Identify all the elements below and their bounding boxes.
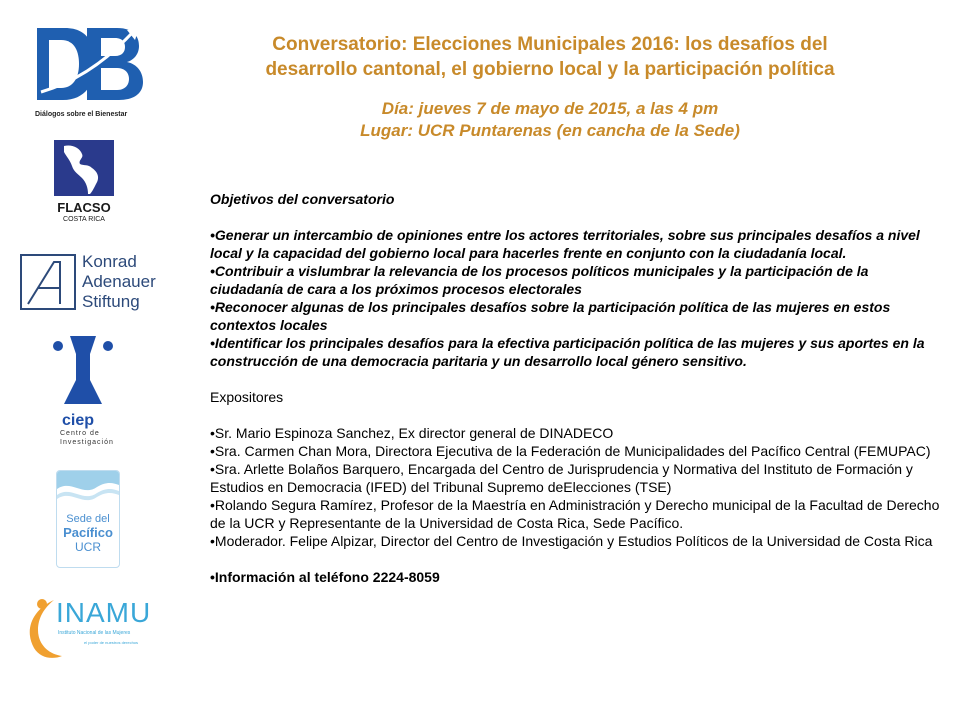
- speaker-item: •Sra. Carmen Chan Mora, Directora Ejecutiva de la Federación de Municipalidades del Pacífico Central (FEMUPAC): [210, 443, 931, 459]
- flacso-logo: [52, 140, 116, 222]
- event-content: [210, 190, 940, 586]
- flacso-name: FLACSO: [57, 200, 111, 215]
- objective-item: •Reconocer algunas de los principales desafíos sobre la participación política de las mujeres en estos contextos locales: [210, 299, 891, 333]
- event-place: Lugar: UCR Puntarenas (en cancha de la Sede): [360, 121, 740, 140]
- konrad-logo: [20, 252, 170, 314]
- logo-column: [0, 0, 170, 720]
- db-mark-icon: [35, 22, 145, 104]
- speaker-item: •Rolando Segura Ramírez, Profesor de la Maestría en Administración y Derecho municipal de la Facultad de Derecho de la UCR y Representante de la Universidad de Costa Rica, Sede Pacífico.: [210, 497, 940, 531]
- event-header: [200, 32, 900, 142]
- speaker-item: •Moderador. Felipe Alpizar, Director del Centro de Investigación y Estudios Políticos de la Universidad de Costa Rica: [210, 533, 933, 549]
- ucr-line1: Sede del: [66, 513, 110, 525]
- objective-item: •Generar un intercambio de opiniones entre los actores territoriales, sobre sus principales desafíos a nivel local y la capacidad del gobierno local para hacerles frente en conjunto con la ciudadanía local.: [210, 227, 920, 261]
- americas-map-icon: [54, 140, 114, 196]
- info-phone: •Información al teléfono 2224-8059: [210, 569, 440, 585]
- inamu-tagline: el poder de nuestros derechos: [84, 640, 139, 645]
- ciep-sub2: Investigación: [60, 439, 114, 446]
- inamu-name: INAMU: [56, 597, 152, 628]
- inamu-sub: Instituto Nacional de las Mujeres: [58, 630, 131, 636]
- event-date: Día: jueves 7 de mayo de 2015, a las 4 pm: [381, 99, 719, 118]
- speaker-item: •Sra. Arlette Bolaños Barquero, Encargada del Centro de Jurisprudencia y Normativa del Instituto de Formación y Estudios en Democracia (IFED) del Tribunal Supremo deElecciones (TSE): [210, 461, 913, 495]
- ciep-sub1: Centro de: [60, 430, 100, 437]
- objective-item: •Identificar los principales desafíos para la efectiva participación política de las mujeres y sus aportes en la construcción de una democracia paritaria y un desarrollo local género sensitivo.: [210, 335, 925, 369]
- konrad-line2: Adenauer: [82, 272, 156, 291]
- konrad-line1: Konrad: [82, 252, 137, 271]
- objectives-heading: Objetivos del conversatorio: [210, 191, 395, 207]
- speakers-heading: Expositores: [210, 389, 284, 405]
- ciep-name: ciep: [62, 412, 95, 429]
- objective-item: •Contribuir a vislumbrar la relevancia de los procesos políticos municipales y la participación de la ciudadanía de cara a los próximos procesos electorales: [210, 263, 869, 297]
- wave-icon: [57, 471, 119, 511]
- ucr-pacifico-logo: [56, 470, 120, 568]
- event-title-line1: Conversatorio: Elecciones Municipales 2016: los desafíos del: [272, 34, 828, 55]
- dialogos-logo: [35, 22, 145, 122]
- konrad-a-icon: [20, 254, 76, 310]
- flacso-sub: COSTA RICA: [63, 216, 105, 223]
- konrad-line3: Stiftung: [82, 292, 140, 311]
- inamu-logo: [24, 596, 152, 666]
- ucr-line2: Pacífico: [63, 525, 113, 540]
- ciep-logo: [50, 334, 120, 450]
- ciep-figure-icon: [50, 334, 116, 408]
- dialogos-logo-text: Diálogos sobre el Bienestar: [35, 111, 128, 118]
- event-title-line2: desarrollo cantonal, el gobierno local y la participación política: [265, 59, 835, 80]
- ucr-line3: UCR: [75, 540, 101, 554]
- speaker-item: •Sr. Mario Espinoza Sanchez, Ex director general de DINADECO: [210, 425, 614, 441]
